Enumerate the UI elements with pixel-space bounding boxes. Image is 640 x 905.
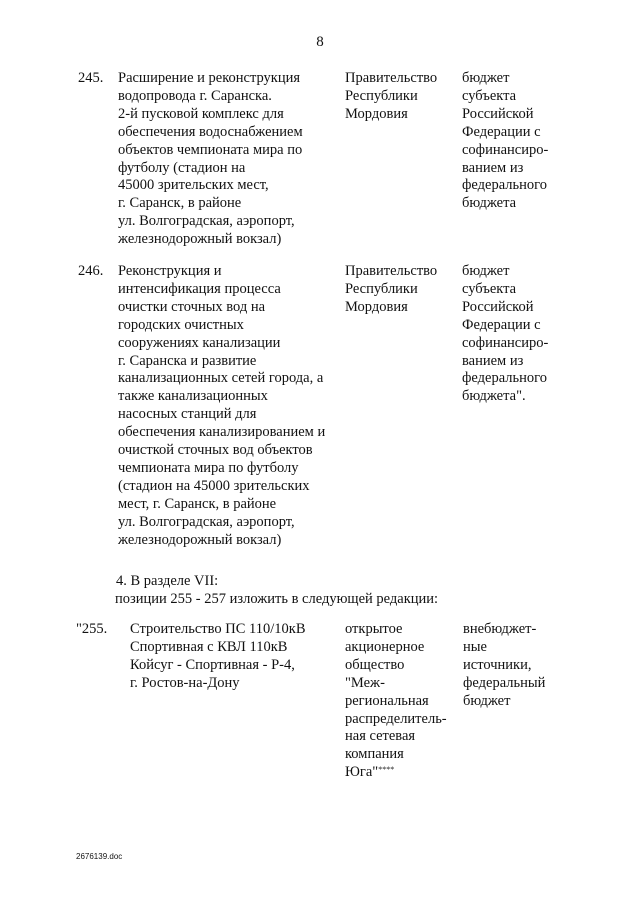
item-funding: бюджет субъекта Российской Федерации с софинансиро- ванием из федерального бюджета	[462, 70, 549, 212]
responsible-last-line: Юга"	[345, 764, 379, 781]
item-number: "255.	[76, 621, 108, 637]
item-description: Строительство ПС 110/10кВ Спортивная с КВЛ 110кВ Койсуг - Спортивная - Р-4, г. Ростов-на-Дону	[130, 621, 306, 691]
section-heading: 4. В разделе VII:	[116, 573, 219, 589]
item-number: 246.	[78, 263, 104, 279]
item-funding: бюджет субъекта Российской Федерации с софинансиро- ванием из федерального бюджета".	[462, 263, 549, 405]
footnote-marker: ****	[378, 765, 395, 775]
section-note	[115, 572, 438, 608]
item-description: Реконструкция и интенсификация процесса очистки сточных вод на городских очистных сооружениях канализации г. Саранска и развитие канализационных сетей города, а также канализационных насосных станций для обеспечения канализированием и очисткой сточных вод объектов чемпионата мира по футболу (стадион на 45000 зрительских мест, г. Саранск, в районе ул. Волгоградская, аэропорт, железнодорожный вокзал)	[118, 263, 326, 548]
document-footer: 2676139.doc	[76, 852, 123, 861]
page-number: 8	[316, 34, 324, 50]
item-description: Расширение и реконструкция водопровода г. Саранска. 2-й пусковой комплекс для обеспечения водоснабжением объектов чемпионата мира по футболу (стадион на 45000 зрительских мест, г. Саранск, в районе ул. Волгоградская, аэропорт, железнодорожный вокзал)	[118, 70, 303, 248]
item-number: 245.	[78, 70, 104, 86]
item-responsible: открытое акционерное общество "Меж- региональная распределитель- ная сетевая компания Юга"****	[345, 621, 447, 781]
item-responsible: Правительство Республики Мордовия	[345, 263, 438, 315]
item-funding: внебюджет- ные источники, федеральный бюджет	[463, 621, 546, 709]
item-responsible: Правительство Республики Мордовия	[345, 70, 438, 122]
section-instruction: позиции 255 - 257 изложить в следующей редакции:	[115, 591, 439, 607]
